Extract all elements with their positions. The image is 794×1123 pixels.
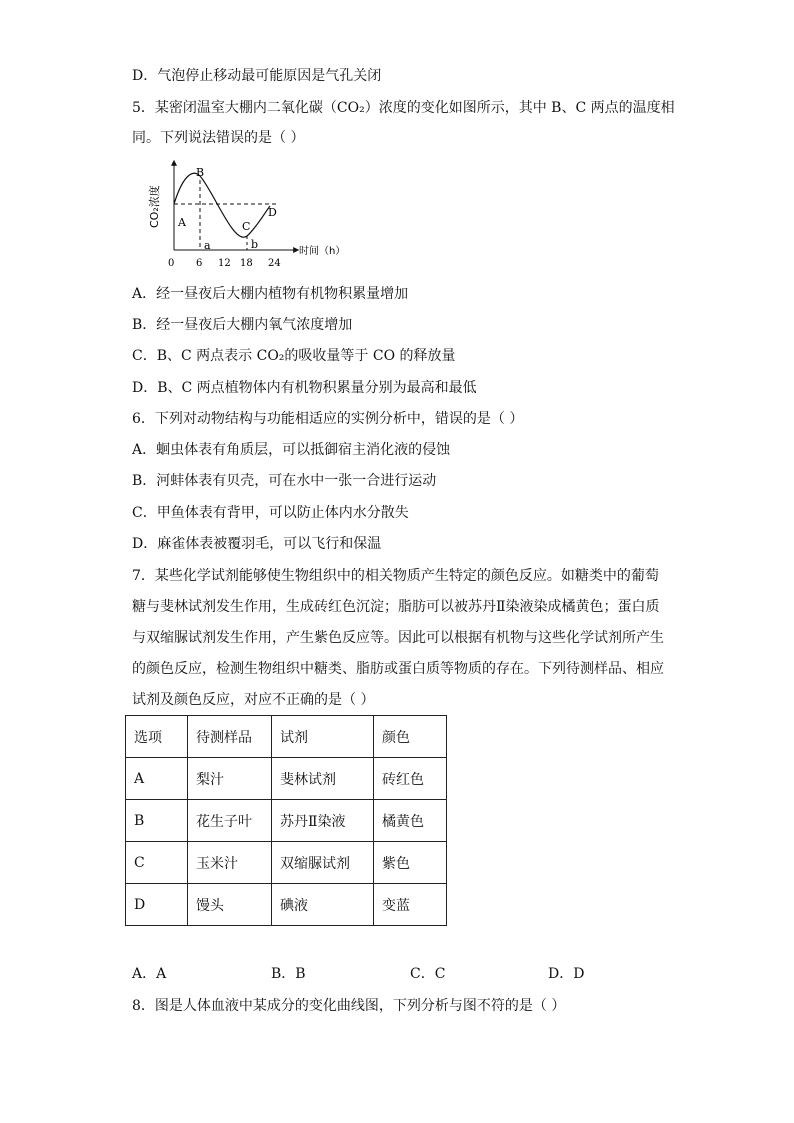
mark-b-label: b	[251, 238, 259, 251]
table-cell: 花生子叶	[188, 800, 272, 842]
table-header-cell: 选项	[126, 716, 188, 758]
q7-options-table	[125, 715, 447, 926]
q4-option-d: D．气泡停止移动最可能原因是气孔关闭	[132, 68, 382, 84]
x-tick-12: 12	[218, 258, 231, 269]
x-axis-label: 时间（h）	[299, 246, 346, 257]
point-c-label: C	[242, 220, 251, 233]
q5-stem-line-2: 同。下列说法错误的是（ ）	[132, 130, 305, 146]
q7-stem-line-2: 糖与斐林试剂发生作用，生成砖红色沉淀；脂肪可以被苏丹Ⅱ染液染成橘黄色；蛋白质	[132, 599, 660, 615]
table-cell: 馒头	[188, 884, 272, 926]
table-cell: 橘黄色	[374, 800, 447, 842]
table-cell: 玉米汁	[188, 842, 272, 884]
q7-answer-d: D．D	[548, 966, 585, 982]
table-header-cell: 颜色	[374, 716, 447, 758]
q7-stem-line-3: 与双缩脲试剂发生作用，产生紫色反应等。因此可以根据有机物与这些化学试剂所产生	[132, 630, 664, 646]
table-row	[126, 884, 447, 926]
q5-option-a: A．经一昼夜后大棚内植物有机物积累量增加	[132, 286, 409, 302]
table-header-cell: 待测样品	[188, 716, 272, 758]
q7-stem-line-5: 试剂及颜色反应，对应不正确的是（ ）	[132, 692, 375, 708]
q7-answer-c: C．C	[410, 966, 446, 982]
table-cell: C	[126, 842, 188, 884]
q6-option-a: A．蛔虫体表有角质层，可以抵御宿主消化液的侵蚀	[132, 442, 451, 458]
q6-stem: 6．下列对动物结构与功能相适应的实例分析中，错误的是（ ）	[132, 411, 524, 427]
q5-option-b: B．经一昼夜后大棚内氧气浓度增加	[132, 317, 353, 333]
q7-answer-b: B．B	[271, 966, 306, 982]
table-cell: B	[126, 800, 188, 842]
y-axis-label: CO₂浓度	[148, 185, 161, 228]
table-cell: 斐林试剂	[272, 758, 374, 800]
table-row	[126, 842, 447, 884]
q7-answer-a: A．A	[132, 966, 167, 982]
q8-stem: 8．图是人体血液中某成分的变化曲线图，下列分析与图不符的是（ ）	[132, 998, 566, 1014]
q6-option-b: B．河蚌体表有贝壳，可在水中一张一合进行运动	[132, 473, 437, 489]
q5-option-c: C．B、C 两点表示 CO₂的吸收量等于 CO 的释放量	[132, 348, 456, 364]
table-cell: 苏丹Ⅱ染液	[272, 800, 374, 842]
q5-co2-figure	[148, 158, 346, 273]
table-header-cell: 试剂	[272, 716, 374, 758]
x-tick-6: 6	[196, 258, 203, 269]
x-tick-24: 24	[268, 258, 281, 269]
q6-option-c: C．甲鱼体表有背甲，可以防止体内水分散失	[132, 505, 409, 521]
q5-stem-line-1: 5．某密闭温室大棚内二氧化碳（CO₂）浓度的变化如图所示，其中 B、C 两点的温度相	[132, 100, 675, 116]
q7-stem-line-1: 7．某些化学试剂能够使生物组织中的相关物质产生特定的颜色反应。如糖类中的葡萄	[132, 568, 659, 584]
table-cell: 紫色	[374, 842, 447, 884]
table-cell: A	[126, 758, 188, 800]
q6-option-d: D．麻雀体表被覆羽毛，可以飞行和保温	[132, 536, 382, 552]
table-cell: 变蓝	[374, 884, 447, 926]
mark-a-label: a	[204, 239, 211, 252]
table-row	[126, 758, 447, 800]
table-cell: 碘液	[272, 884, 374, 926]
co2-curve	[174, 173, 270, 237]
table-cell: 双缩脲试剂	[272, 842, 374, 884]
table-cell: 砖红色	[374, 758, 447, 800]
q5-option-d: D．B、C 两点植物体内有机物积累量分别为最高和最低	[132, 380, 477, 396]
table-header-row	[126, 716, 447, 758]
x-tick-18: 18	[240, 258, 253, 269]
point-d-label: D	[268, 206, 277, 219]
table-cell: 梨汁	[188, 758, 272, 800]
table-row	[126, 800, 447, 842]
table-cell: D	[126, 884, 188, 926]
point-a-label: A	[178, 216, 186, 229]
q7-stem-line-4: 的颜色反应，检测生物组织中糖类、脂肪或蛋白质等物质的存在。下列待测样品、相应	[132, 661, 664, 677]
point-b-label: B	[196, 166, 205, 179]
x-tick-0: 0	[168, 258, 175, 269]
